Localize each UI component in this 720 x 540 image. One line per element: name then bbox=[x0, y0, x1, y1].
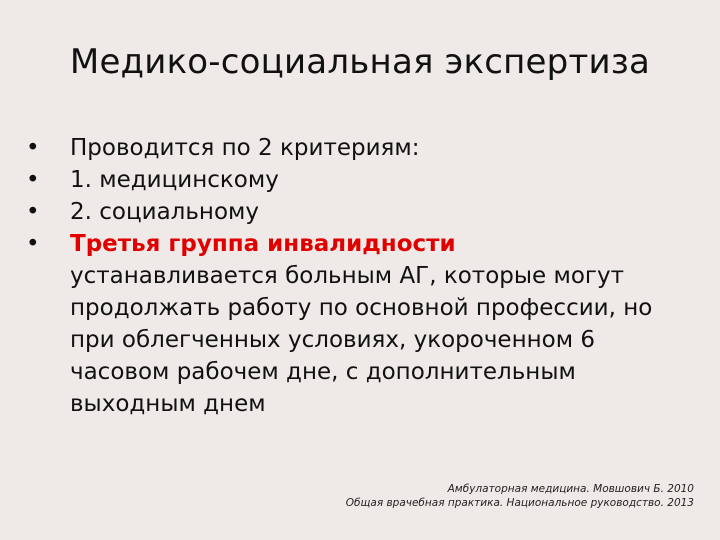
bullet-item-social bbox=[26, 196, 686, 228]
bullet-highlight-third-group: Третья группа инвалидности bbox=[70, 231, 456, 257]
references bbox=[346, 482, 694, 510]
bullet-text-social: 2. социальному bbox=[70, 199, 259, 225]
reference-2: Общая врачебная практика. Национальное руководство. 2013 bbox=[345, 497, 694, 509]
bullet-text-third-group: устанавливается больным АГ, которые могут продолжать работу по основной профессии, но при облегченных условиях, укороченном 6 часовом рабочем дне, с дополнительным выходным днем bbox=[70, 263, 653, 417]
bullet-text-criteria: Проводится по 2 критериям: bbox=[70, 135, 420, 161]
bullet-text-medical: 1. медицинскому bbox=[70, 167, 279, 193]
bullet-list bbox=[26, 132, 686, 420]
bullet-item-criteria bbox=[26, 132, 686, 164]
bullet-item-third-group bbox=[26, 228, 686, 420]
reference-1: Амбулаторная медицина. Мовшович Б. 2010 bbox=[447, 483, 694, 495]
slide-title: Медико-социальная экспертиза bbox=[69, 42, 651, 82]
bullet-item-medical bbox=[26, 164, 686, 196]
